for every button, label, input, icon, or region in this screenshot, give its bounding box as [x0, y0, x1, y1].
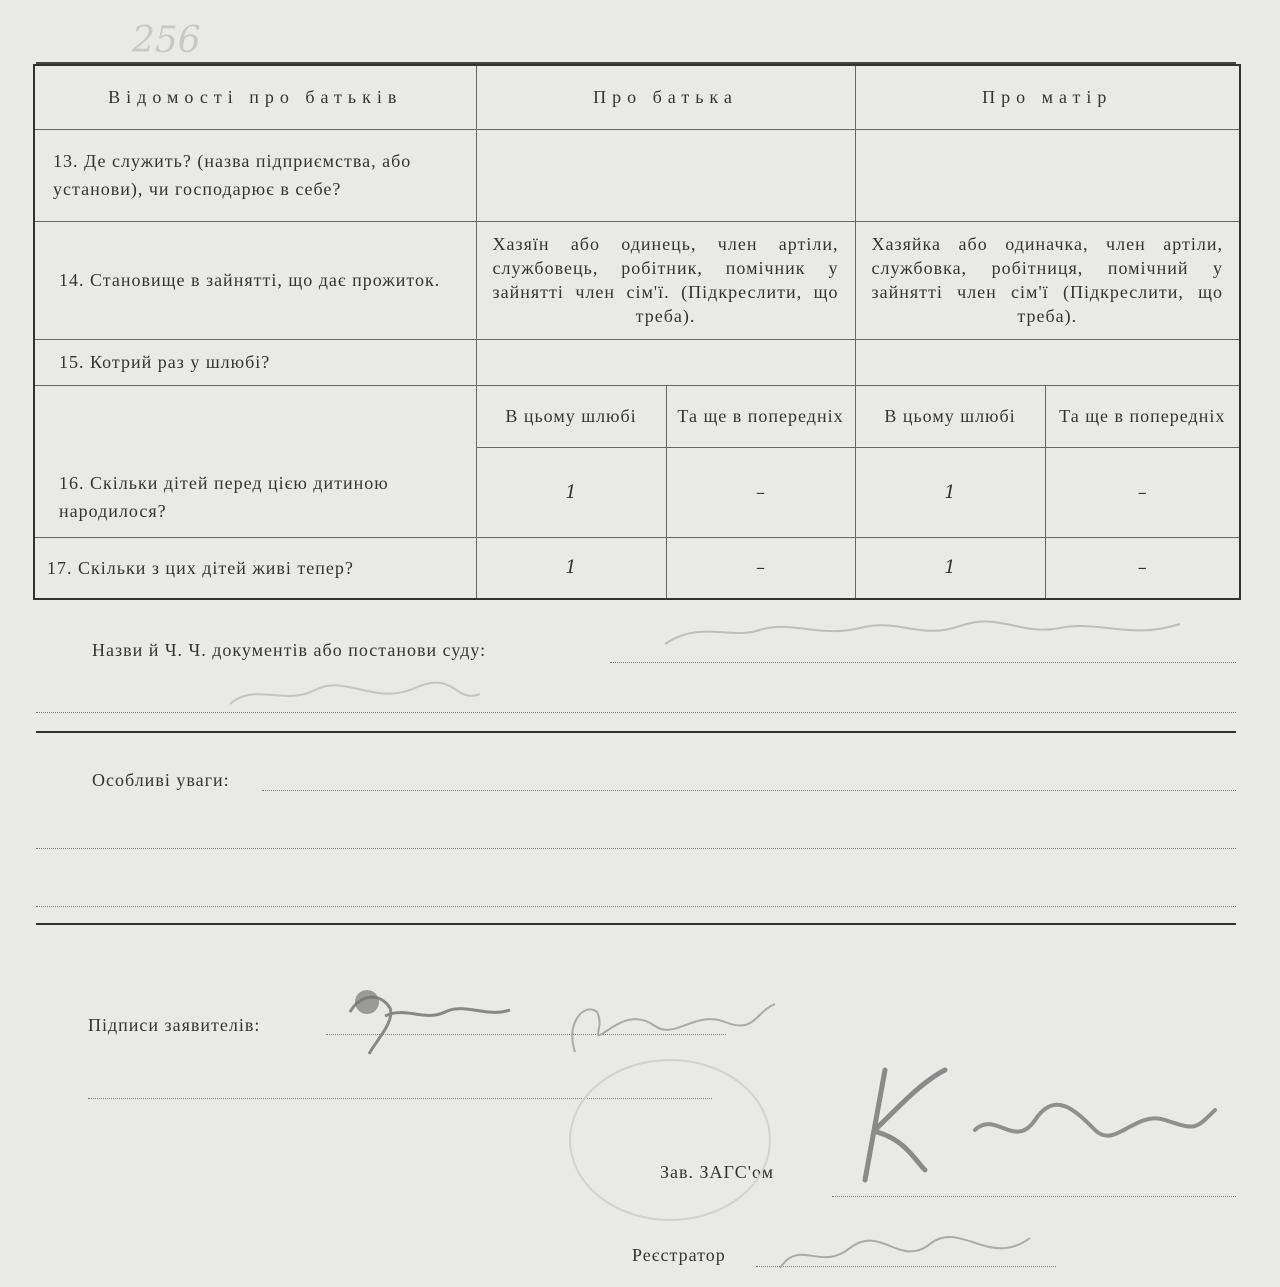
header-label-cell: Відомості про батьків: [34, 65, 476, 129]
signatures-label: Підписи заявителів:: [88, 1015, 261, 1035]
subheader-mother-this-marriage: В цьому шлюбі: [855, 385, 1045, 447]
page-number: 256: [132, 20, 201, 61]
question-16: 16. Скільки дітей перед цією дитиною народилося?: [34, 385, 476, 537]
q13-father-answer[interactable]: [476, 129, 855, 221]
q15-father-answer[interactable]: [476, 339, 855, 385]
special-notes-line-2[interactable]: [36, 848, 1236, 849]
q15-mother-answer[interactable]: [855, 339, 1240, 385]
documents-field-line-1[interactable]: [610, 662, 1236, 663]
question-17: 17. Скільки з цих дітей живі тепер?: [34, 537, 476, 599]
section-divider-1: [36, 731, 1236, 733]
header-mother-cell: Про матір: [855, 65, 1240, 129]
special-notes-line-1[interactable]: [262, 790, 1236, 791]
subheader-father-this-marriage: В цьому шлюбі: [476, 385, 666, 447]
q17-father-previous[interactable]: –: [666, 537, 855, 599]
head-label: Зав. ЗАГС'ом: [660, 1162, 774, 1182]
question-13: 13. Де служить? (назва підприємства, або установи), чи господарює в себе?: [34, 129, 476, 221]
stamp-imprint: [560, 1050, 780, 1230]
header-father-cell: Про батька: [476, 65, 855, 129]
question-14: 14. Становище в зайнятті, що дає прожиток.: [34, 221, 476, 339]
registrar-signature: [770, 1228, 1070, 1278]
special-notes-line-3[interactable]: [36, 906, 1236, 907]
q17-father-this-marriage[interactable]: 1: [476, 537, 666, 599]
q16-father-previous[interactable]: –: [666, 447, 855, 537]
head-signature: [845, 1050, 1225, 1190]
documents-label: Назви й Ч. Ч. документів або постанови суду:: [92, 640, 487, 660]
q14-mother-options: Хазяйка або одиначка, член артіли, службовка, робітниця, помічний у зайнятті член сім'ї (Підкреслити, що треба).: [855, 221, 1240, 339]
q13-mother-answer[interactable]: [855, 129, 1240, 221]
parents-info-table: [33, 64, 1241, 600]
q16-mother-this-marriage[interactable]: 1: [855, 447, 1045, 537]
registrar-label: Реєстратор: [632, 1245, 726, 1265]
subheader-father-previous: Та ще в попередніх: [666, 385, 855, 447]
section-divider-2: [36, 923, 1236, 925]
q17-mother-previous[interactable]: –: [1045, 537, 1240, 599]
special-notes-label: Особливі уваги:: [92, 770, 230, 790]
question-15: 15. Котрий раз у шлюбі?: [34, 339, 476, 385]
q16-father-this-marriage[interactable]: 1: [476, 447, 666, 537]
q16-mother-previous[interactable]: –: [1045, 447, 1240, 537]
documents-handwriting-1: [660, 610, 1220, 654]
subheader-mother-previous: Та ще в попередніх: [1045, 385, 1240, 447]
documents-handwriting-2: [225, 676, 485, 712]
head-signature-line[interactable]: [832, 1196, 1236, 1197]
documents-field-line-2[interactable]: [36, 712, 1236, 713]
q14-father-options: Хазяїн або одинець, член артіли, службовець, робітник, помічник у зайнятті член сім'ї. (Підкреслити, що треба).: [476, 221, 855, 339]
q17-mother-this-marriage[interactable]: 1: [855, 537, 1045, 599]
